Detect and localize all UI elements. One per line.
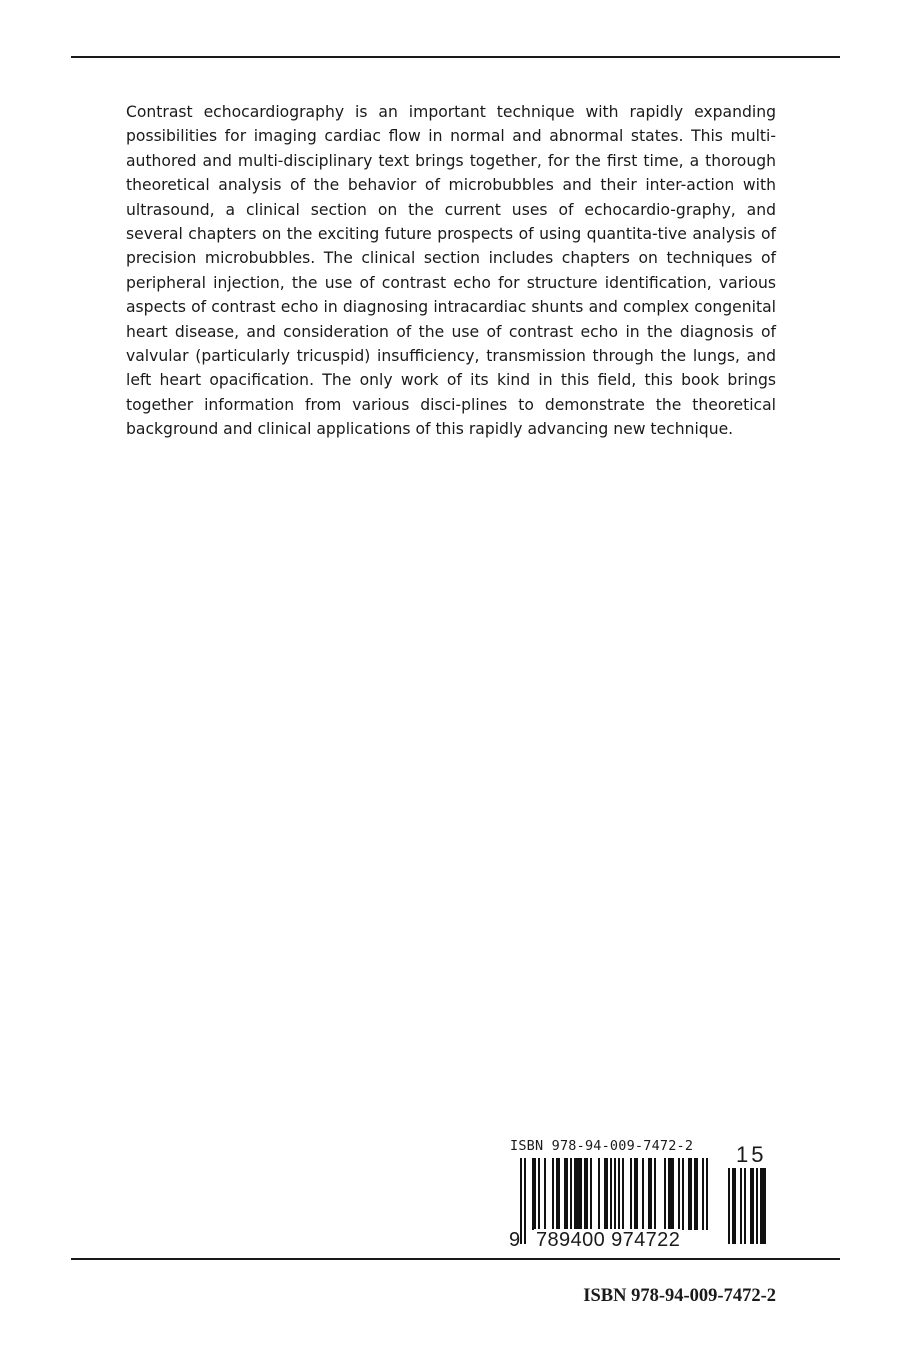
barcode-bar	[610, 1158, 612, 1230]
barcode-bar	[532, 1158, 536, 1230]
barcode-lead-digit: 9	[509, 1229, 521, 1251]
barcode-bar	[682, 1158, 684, 1230]
isbn-barcode	[506, 1138, 776, 1260]
barcode-bar	[732, 1168, 736, 1244]
barcode-bar	[688, 1158, 692, 1230]
bottom-rule	[71, 1258, 840, 1260]
barcode-bar	[604, 1158, 608, 1230]
barcode-bar	[654, 1158, 656, 1230]
barcode-bar	[668, 1158, 674, 1230]
barcode-bar	[520, 1158, 522, 1244]
barcode-addon-number: 15	[736, 1142, 767, 1167]
top-rule	[71, 56, 840, 58]
barcode-bar	[574, 1158, 582, 1230]
barcode-bar	[760, 1168, 766, 1244]
barcode-bar	[556, 1158, 560, 1230]
barcode-bar	[740, 1168, 742, 1244]
barcode-bar	[702, 1158, 704, 1230]
barcode-isbn-label: ISBN 978-94-009-7472-2	[510, 1138, 694, 1154]
barcode-bar	[622, 1158, 624, 1230]
footer-isbn: ISBN 978-94-009-7472-2	[583, 1286, 776, 1306]
barcode-bar	[706, 1158, 708, 1230]
barcode-bar	[598, 1158, 600, 1230]
barcode-digits: 789400 974722	[536, 1229, 681, 1251]
barcode-bar	[570, 1158, 572, 1230]
barcode-bar	[552, 1158, 554, 1230]
barcode-bar	[618, 1158, 620, 1230]
barcode-bar	[678, 1158, 680, 1230]
barcode-bar	[544, 1158, 546, 1230]
barcode-bar	[524, 1158, 526, 1244]
barcode-bar	[750, 1168, 754, 1244]
barcode-bar	[728, 1168, 730, 1244]
barcode-bar	[584, 1158, 588, 1230]
barcode-bar	[664, 1158, 666, 1230]
barcode-bar	[630, 1158, 632, 1230]
barcode-bar	[538, 1158, 540, 1230]
barcode-bar	[648, 1158, 652, 1230]
barcode-bar	[564, 1158, 568, 1230]
barcode-bar	[590, 1158, 592, 1230]
barcode-bar	[744, 1168, 746, 1244]
barcode-addon-bars	[728, 1168, 768, 1244]
barcode-bar	[614, 1158, 616, 1230]
barcode-bar	[756, 1168, 758, 1244]
back-cover-blurb: Contrast echocardiography is an important technique with rapidly expanding possibilities for imaging cardiac flow in normal and abnormal states. This multi-authored and multi-disciplinary text brings together, for the first time, a thorough theoretical analysis of the behavior of microbubbles and their inter-action with ultrasound, a clinical section on the current uses of echocardio-graphy, and several chapters on the exciting future prospects of using quantita-tive analysis of precision microbubbles. The clinical section includes chapters on techniques of peripheral injection, the use of contrast echo for structure identification, various aspects of contrast echo in diagnosing intracardiac shunts and complex congenital heart disease, and consideration of the use of contrast echo in the diagnosis of valvular (particularly tricuspid) insufficiency, transmission through the lungs, and left heart opacification. The only work of its kind in this field, this book brings together information from various disci-plines to demonstrate the theoretical background and clinical applications of this rapidly advancing new technique.	[126, 103, 776, 439]
barcode-bar	[694, 1158, 698, 1230]
